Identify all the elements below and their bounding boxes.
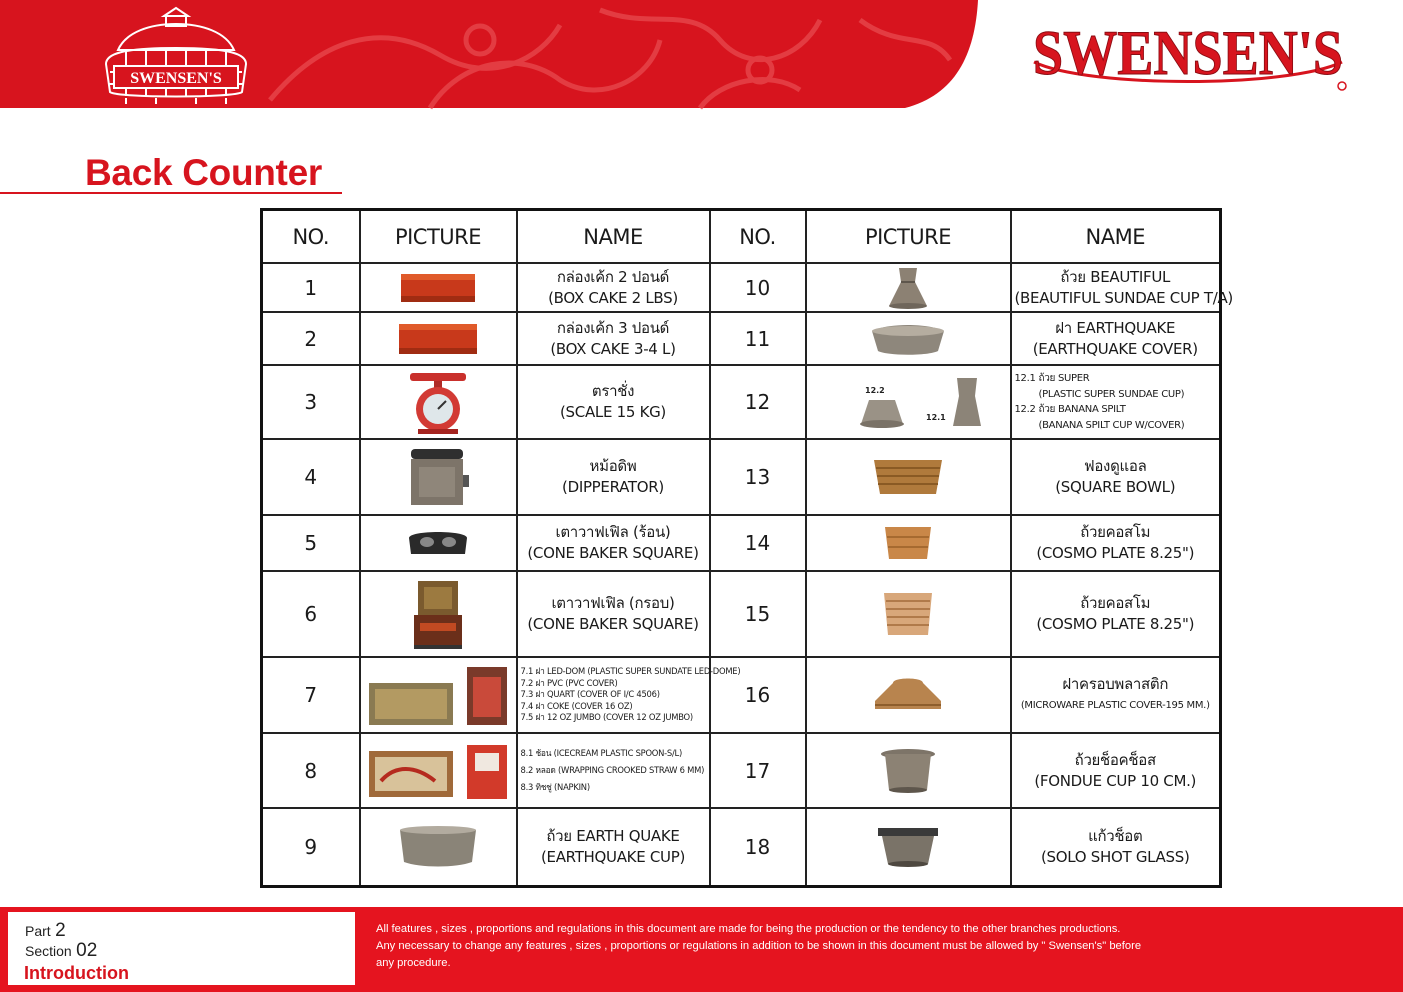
- item-no: 3: [262, 365, 360, 439]
- crest-text: SWENSEN'S: [130, 70, 222, 87]
- item-picture: [806, 263, 1011, 312]
- spoon-box-icon: [365, 741, 511, 801]
- header-picture-right: PICTURE: [806, 210, 1011, 264]
- red-cake-box-icon: [398, 322, 478, 356]
- item-no: 16: [710, 657, 806, 733]
- item-picture: [806, 733, 1011, 808]
- item-no: 5: [262, 515, 360, 571]
- item-no: 4: [262, 439, 360, 515]
- cone-baker-icon: [410, 577, 466, 651]
- item-name: ถ้วยคอสโม (COSMO PLATE 8.25"): [1011, 571, 1221, 657]
- header-name-left: NAME: [517, 210, 710, 264]
- footer-band: [0, 907, 1403, 992]
- pic-label-12-1: 12.1: [926, 413, 946, 422]
- item-picture: [360, 515, 517, 571]
- part-indicator: Part 2: [25, 920, 66, 941]
- item-no: 15: [710, 571, 806, 657]
- pic-label-12-2: 12.2: [865, 386, 885, 395]
- item-name-list: 7.1 ฝา LED-DOM (PLASTIC SUPER SUNDATE LED-DOME) 7.2 ฝา PVC (PVC COVER) 7.3 ฝา QUART (COVER OF I/C 4506) 7.4 ฝา COKE (COVER 16 OZ) 7.5 ฝา 12 OZ JUMBO (COVER 12 OZ JUMBO): [517, 657, 710, 733]
- item-name: ฟองดูแอล (SQUARE BOWL): [1011, 439, 1221, 515]
- table-row: [262, 312, 1221, 365]
- item-name: หม้อดิพ (DIPPERATOR): [517, 439, 710, 515]
- square-bowl-icon: [872, 456, 944, 498]
- item-picture: [806, 515, 1011, 571]
- item-no: 10: [710, 263, 806, 312]
- item-no: 11: [710, 312, 806, 365]
- swensens-brand-logo[interactable]: [1028, 14, 1350, 96]
- item-name: ฝา EARTHQUAKE (EARTHQUAKE COVER): [1011, 312, 1221, 365]
- cosmo-plate-stack-icon: [882, 589, 934, 639]
- dome-cover-icon: [868, 321, 948, 357]
- item-name: เตาวาฟเฟิล (กรอบ) (CONE BAKER SQUARE): [517, 571, 710, 657]
- shot-glass-icon: [876, 826, 940, 868]
- footer-section-box: [8, 912, 355, 985]
- dipperator-icon: [405, 445, 471, 509]
- kitchen-scale-icon: [406, 369, 470, 435]
- item-no: 7: [262, 657, 360, 733]
- item-no: 12: [710, 365, 806, 439]
- swensens-crest-logo: [96, 6, 256, 104]
- header-no-left: NO.: [262, 210, 360, 264]
- item-picture: [360, 571, 517, 657]
- table-row: [262, 808, 1221, 886]
- item-name: ถ้วยช็อคช็อส (FONDUE CUP 10 CM.): [1011, 733, 1221, 808]
- table-row: [262, 439, 1221, 515]
- item-name: ตราชั่ง (SCALE 15 KG): [517, 365, 710, 439]
- lid-box-icon: [365, 663, 511, 727]
- header-name-right: NAME: [1011, 210, 1221, 264]
- earthquake-cup-icon: [396, 824, 480, 870]
- waffle-iron-icon: [405, 526, 471, 560]
- cosmo-plate-icon: [883, 523, 933, 563]
- super-sundae-cup-icon: [833, 372, 983, 432]
- item-no: 9: [262, 808, 360, 886]
- item-name: ถ้วยคอสโม (COSMO PLATE 8.25"): [1011, 515, 1221, 571]
- table-row: [262, 515, 1221, 571]
- item-name: กล่องเค้ก 3 ปอนด์ (BOX CAKE 3-4 L): [517, 312, 710, 365]
- table-row: [262, 571, 1221, 657]
- item-picture: [806, 808, 1011, 886]
- item-picture: [806, 657, 1011, 733]
- plastic-cover-icon: [871, 675, 945, 715]
- section-indicator: Section 02: [25, 940, 98, 961]
- item-no: 18: [710, 808, 806, 886]
- item-picture: [806, 571, 1011, 657]
- title-underline: [0, 150, 342, 194]
- item-picture: [360, 365, 517, 439]
- item-picture: [360, 808, 517, 886]
- item-no: 14: [710, 515, 806, 571]
- item-name: ฝาครอบพลาสติก (MICROWARE PLASTIC COVER-195 MM.): [1011, 657, 1221, 733]
- table-row: [262, 365, 1221, 439]
- fondue-cup-icon: [879, 746, 937, 796]
- item-picture: [360, 733, 517, 808]
- header-no-right: NO.: [710, 210, 806, 264]
- brand-logo-text: SWENSEN'S: [1033, 17, 1343, 88]
- item-name: ถ้วย BEAUTIFUL (BEAUTIFUL SUNDAE CUP T/A): [1011, 263, 1221, 312]
- item-picture: [360, 312, 517, 365]
- table-row: [262, 263, 1221, 312]
- item-name: ถ้วย EARTH QUAKE (EARTHQUAKE CUP): [517, 808, 710, 886]
- item-name: แก้วช็อต (SOLO SHOT GLASS): [1011, 808, 1221, 886]
- header-picture-left: PICTURE: [360, 210, 517, 264]
- item-picture: [360, 657, 517, 733]
- item-name: กล่องเค้ก 2 ปอนด์ (BOX CAKE 2 LBS): [517, 263, 710, 312]
- back-counter-table: [260, 208, 1233, 888]
- item-no: 1: [262, 263, 360, 312]
- item-name: เตาวาฟเฟิล (ร้อน) (CONE BAKER SQUARE): [517, 515, 710, 571]
- item-no: 6: [262, 571, 360, 657]
- item-name-list: 12.1 ถ้วย SUPER (PLASTIC SUPER SUNDAE CUP) 12.2 ถ้วย BANANA SPILT (BANANA SPILT CUP W/COVER): [1011, 365, 1221, 439]
- item-picture: [806, 365, 1011, 439]
- disclaimer-text: All features , sizes , proportions and regulations in this document are made for being the production or the tendency to the other branches productions. Any necessary to change any features , sizes , proportions or regulations in addition to be shown in this document must be allowed by " Swensen's" before any procedure.: [376, 923, 1142, 969]
- item-no: 8: [262, 733, 360, 808]
- red-cake-box-icon: [400, 272, 476, 304]
- table-row: [262, 733, 1221, 808]
- item-picture: [360, 439, 517, 515]
- item-picture: [360, 263, 517, 312]
- item-no: 2: [262, 312, 360, 365]
- sundae-cup-icon: [885, 266, 931, 310]
- table-row: [262, 657, 1221, 733]
- page-title: Back Counter: [85, 152, 322, 193]
- item-name-list: 8.1 ช้อน (ICECREAM PLASTIC SPOON-S/L) 8.2 หลอด (WRAPPING CROOKED STRAW 6 MM) 8.3 ทิชชู่ (NAPKIN): [517, 733, 710, 808]
- item-no: 13: [710, 439, 806, 515]
- chapter-title: Introduction: [24, 963, 129, 983]
- item-picture: [806, 312, 1011, 365]
- table-header-row: [262, 210, 1221, 264]
- item-no: 17: [710, 733, 806, 808]
- item-picture: [806, 439, 1011, 515]
